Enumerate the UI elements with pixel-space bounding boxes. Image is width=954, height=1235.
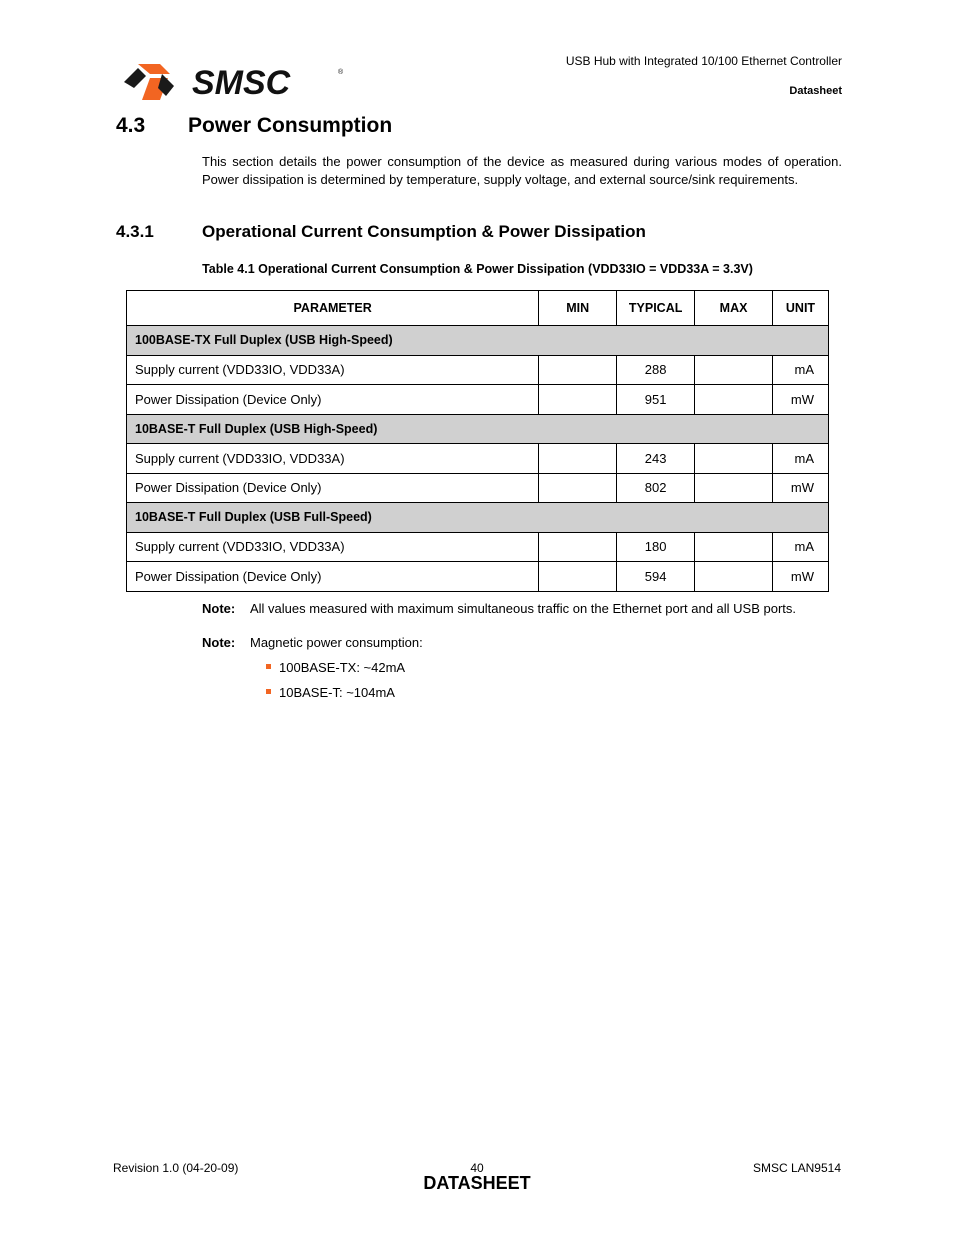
header-max: MAX (695, 291, 773, 326)
group-row (127, 326, 829, 356)
cell-max (695, 473, 773, 503)
cell-parameter: Supply current (VDD33IO, VDD33A) (127, 532, 539, 562)
header-subtitle: Datasheet (789, 85, 842, 97)
group-title: 10BASE-T Full Duplex (USB High-Speed) (127, 414, 829, 444)
cell-unit: mA (773, 532, 829, 562)
cell-max (695, 532, 773, 562)
note-magnetic (202, 635, 423, 650)
cell-min (539, 532, 617, 562)
footer-product: SMSC LAN9514 (752, 1161, 841, 1175)
cell-unit: mW (773, 385, 829, 415)
cell-typical: 951 (617, 385, 695, 415)
cell-min (539, 473, 617, 503)
cell-min (539, 562, 617, 592)
cell-parameter: Power Dissipation (Device Only) (127, 473, 539, 503)
section-intro: This section details the power consumption of the device as measured during various modes of operation. Power dissipation is determined by temperature, supply voltage, and external source/sink requirements. (202, 154, 842, 187)
cell-max (695, 444, 773, 474)
cell-min (539, 355, 617, 385)
table-header-row (127, 291, 829, 326)
group-row (127, 503, 829, 533)
table-row (127, 532, 829, 562)
table-row (127, 385, 829, 415)
section-heading (116, 114, 392, 138)
note-text: All values measured with maximum simultaneous traffic on the Ethernet port and all USB ports. (250, 601, 797, 616)
bullet-square-icon (266, 689, 271, 694)
cell-max (695, 385, 773, 415)
cell-parameter: Supply current (VDD33IO, VDD33A) (127, 444, 539, 474)
cell-typical: 594 (617, 562, 695, 592)
table-row (127, 562, 829, 592)
list-item (266, 659, 405, 684)
header-title: USB Hub with Integrated 10/100 Ethernet Controller (565, 54, 842, 68)
cell-max (695, 562, 773, 592)
cell-unit: mA (773, 355, 829, 385)
cell-typical: 243 (617, 444, 695, 474)
cell-typical: 180 (617, 532, 695, 562)
svg-text:®: ® (338, 69, 344, 76)
smsc-logo (120, 60, 360, 104)
group-row (127, 414, 829, 444)
power-table (126, 290, 829, 592)
footer-page-number: 40 (470, 1161, 484, 1175)
list-item-text: 10BASE-T: ~104mA (279, 685, 395, 700)
group-title: 100BASE-TX Full Duplex (USB High-Speed) (127, 326, 829, 356)
cell-unit: mW (773, 562, 829, 592)
bullet-list (266, 659, 405, 709)
cell-min (539, 444, 617, 474)
note-label: Note: (202, 635, 236, 650)
cell-parameter: Power Dissipation (Device Only) (127, 562, 539, 592)
logo-wordmark: SMSC (192, 64, 291, 102)
cell-unit: mW (773, 473, 829, 503)
list-item-text: 100BASE-TX: ~42mA (279, 660, 406, 675)
note-traffic (202, 601, 796, 616)
cell-parameter: Supply current (VDD33IO, VDD33A) (127, 355, 539, 385)
header-unit: UNIT (773, 291, 829, 326)
list-item (266, 684, 405, 709)
header-min: MIN (539, 291, 617, 326)
header-typical: TYPICAL (617, 291, 695, 326)
cell-typical: 802 (617, 473, 695, 503)
group-title: 10BASE-T Full Duplex (USB Full-Speed) (127, 503, 829, 533)
table-row (127, 444, 829, 474)
cell-typical: 288 (617, 355, 695, 385)
cell-parameter: Power Dissipation (Device Only) (127, 385, 539, 415)
table-caption: Table 4.1 Operational Current Consumption & Power Dissipation (VDD33IO = VDD33A = 3.3V) (202, 262, 753, 276)
table-row (127, 355, 829, 385)
cell-max (695, 355, 773, 385)
note-label: Note: (202, 601, 236, 616)
footer-datasheet-label: DATASHEET (423, 1173, 531, 1193)
subsection-heading (116, 222, 646, 242)
cell-unit: mA (773, 444, 829, 474)
cell-min (539, 385, 617, 415)
bullet-square-icon (266, 664, 271, 669)
footer-revision: Revision 1.0 (04-20-09) (113, 1161, 239, 1175)
section-number: 4.3 (116, 114, 146, 137)
subsection-title: Operational Current Consumption & Power Dissipation (202, 222, 646, 241)
subsection-number: 4.3.1 (116, 222, 154, 241)
header-parameter: PARAMETER (127, 291, 539, 326)
note-text: Magnetic power consumption: (250, 635, 423, 650)
section-title: Power Consumption (188, 114, 393, 137)
table-row (127, 473, 829, 503)
